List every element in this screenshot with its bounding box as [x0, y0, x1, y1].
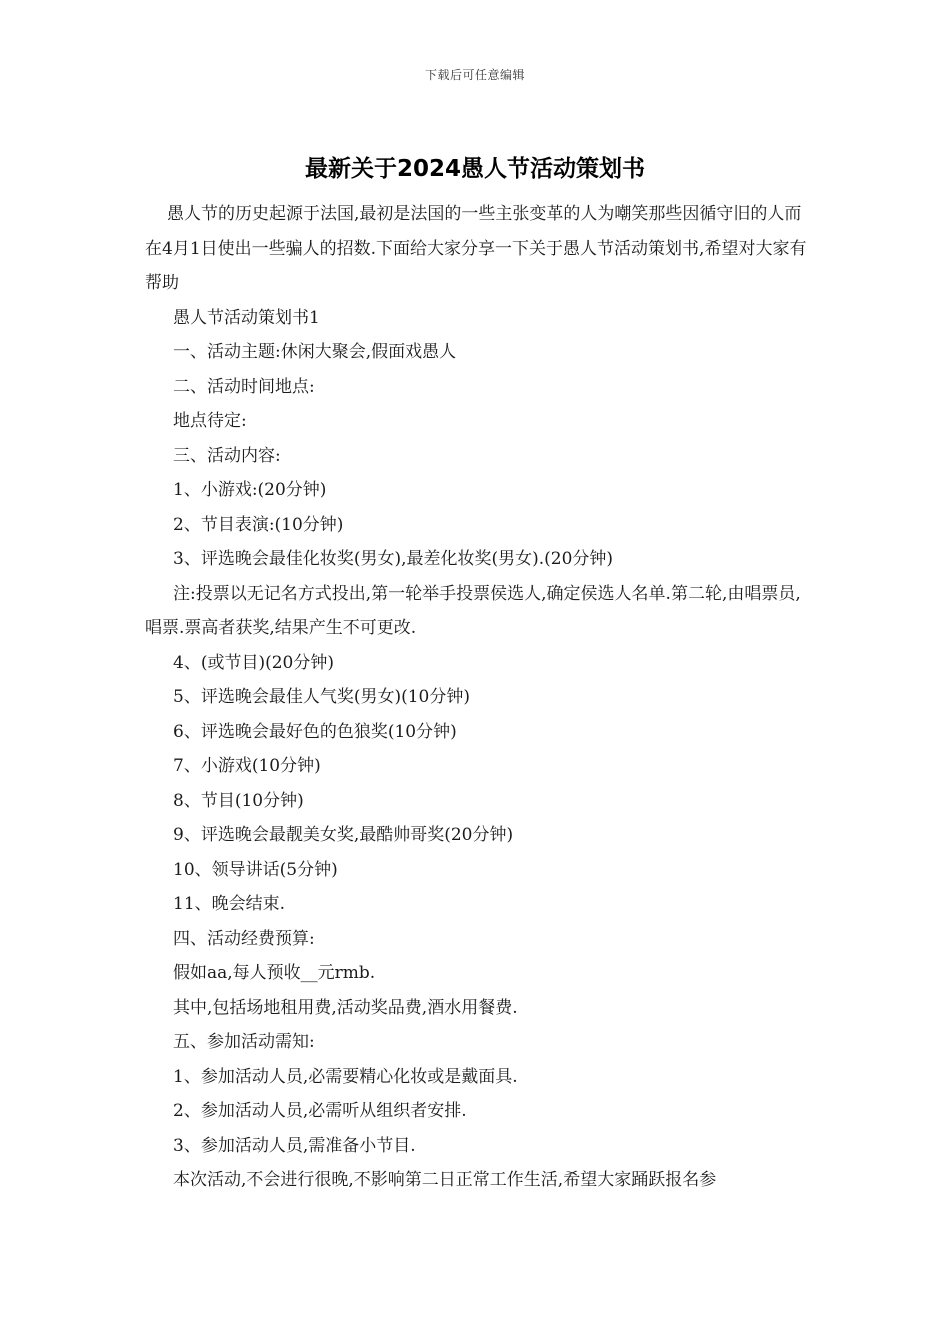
paragraph: 三、活动内容:: [173, 445, 281, 466]
paragraph: 1、小游戏:(20分钟): [173, 480, 327, 500]
paragraph: 2、参加活动人员,必需听从组织者安排.: [173, 1101, 467, 1121]
paragraph: 本次活动,不会进行很晚,不影响第二日正常工作生活,希望大家踊跃报名参: [173, 1170, 717, 1190]
paragraph: 二、活动时间地点:: [173, 376, 315, 397]
paragraph: 四、活动经费预算:: [173, 928, 315, 949]
paragraph: 五、参加活动需知:: [173, 1032, 315, 1052]
page-header-note: 下载后可任意编辑: [424, 68, 525, 82]
paragraph: 5、评选晚会最佳人气奖(男女)(10分钟): [173, 687, 470, 707]
document-body: [145, 197, 815, 1198]
paragraph: 7、小游戏(10分钟): [173, 756, 321, 776]
paragraph: 愚人节活动策划书1: [173, 307, 320, 328]
paragraph: 1、参加活动人员,必需要精心化妆或是戴面具.: [173, 1066, 518, 1087]
paragraph: 11、晚会结束.: [173, 894, 286, 914]
paragraph: 10、领导讲话(5分钟): [173, 859, 338, 880]
paragraph: 2、节目表演:(10分钟): [173, 514, 344, 535]
paragraph: 6、评选晚会最好色的色狼奖(10分钟): [173, 721, 457, 742]
paragraph: 3、评选晚会最佳化妆奖(男女),最差化妆奖(男女).(20分钟): [173, 549, 614, 569]
paragraph: 注:投票以无记名方式投出,第一轮举手投票侯选人,确定侯选人名单.第二轮,由唱票员,唱票.票高者获奖,结果产生不可更改.: [145, 583, 801, 638]
paragraph: 地点待定:: [173, 411, 247, 431]
paragraph: 9、评选晚会最靓美女奖,最酷帅哥奖(20分钟): [173, 825, 514, 845]
intro-paragraph: 愚人节的历史起源于法国,最初是法国的一些主张变革的人为嘲笑那些因循守旧的人而在4月1日使出一些骗人的招数.下面给大家分享一下关于愚人节活动策划书,希望对大家有帮助: [145, 204, 807, 293]
paragraph: 8、节目(10分钟): [173, 790, 304, 811]
paragraph: 4、(或节目)(20分钟): [173, 652, 334, 673]
paragraph: 3、参加活动人员,需准备小节目.: [173, 1135, 416, 1156]
paragraph: 一、活动主题:休闲大聚会,假面戏愚人: [173, 342, 457, 362]
document-title: 最新关于2024愚人节活动策划书: [304, 156, 645, 182]
paragraph: 其中,包括场地租用费,活动奖品费,酒水用餐费.: [173, 997, 518, 1018]
paragraph: 假如aa,每人预收__元rmb.: [173, 963, 376, 983]
